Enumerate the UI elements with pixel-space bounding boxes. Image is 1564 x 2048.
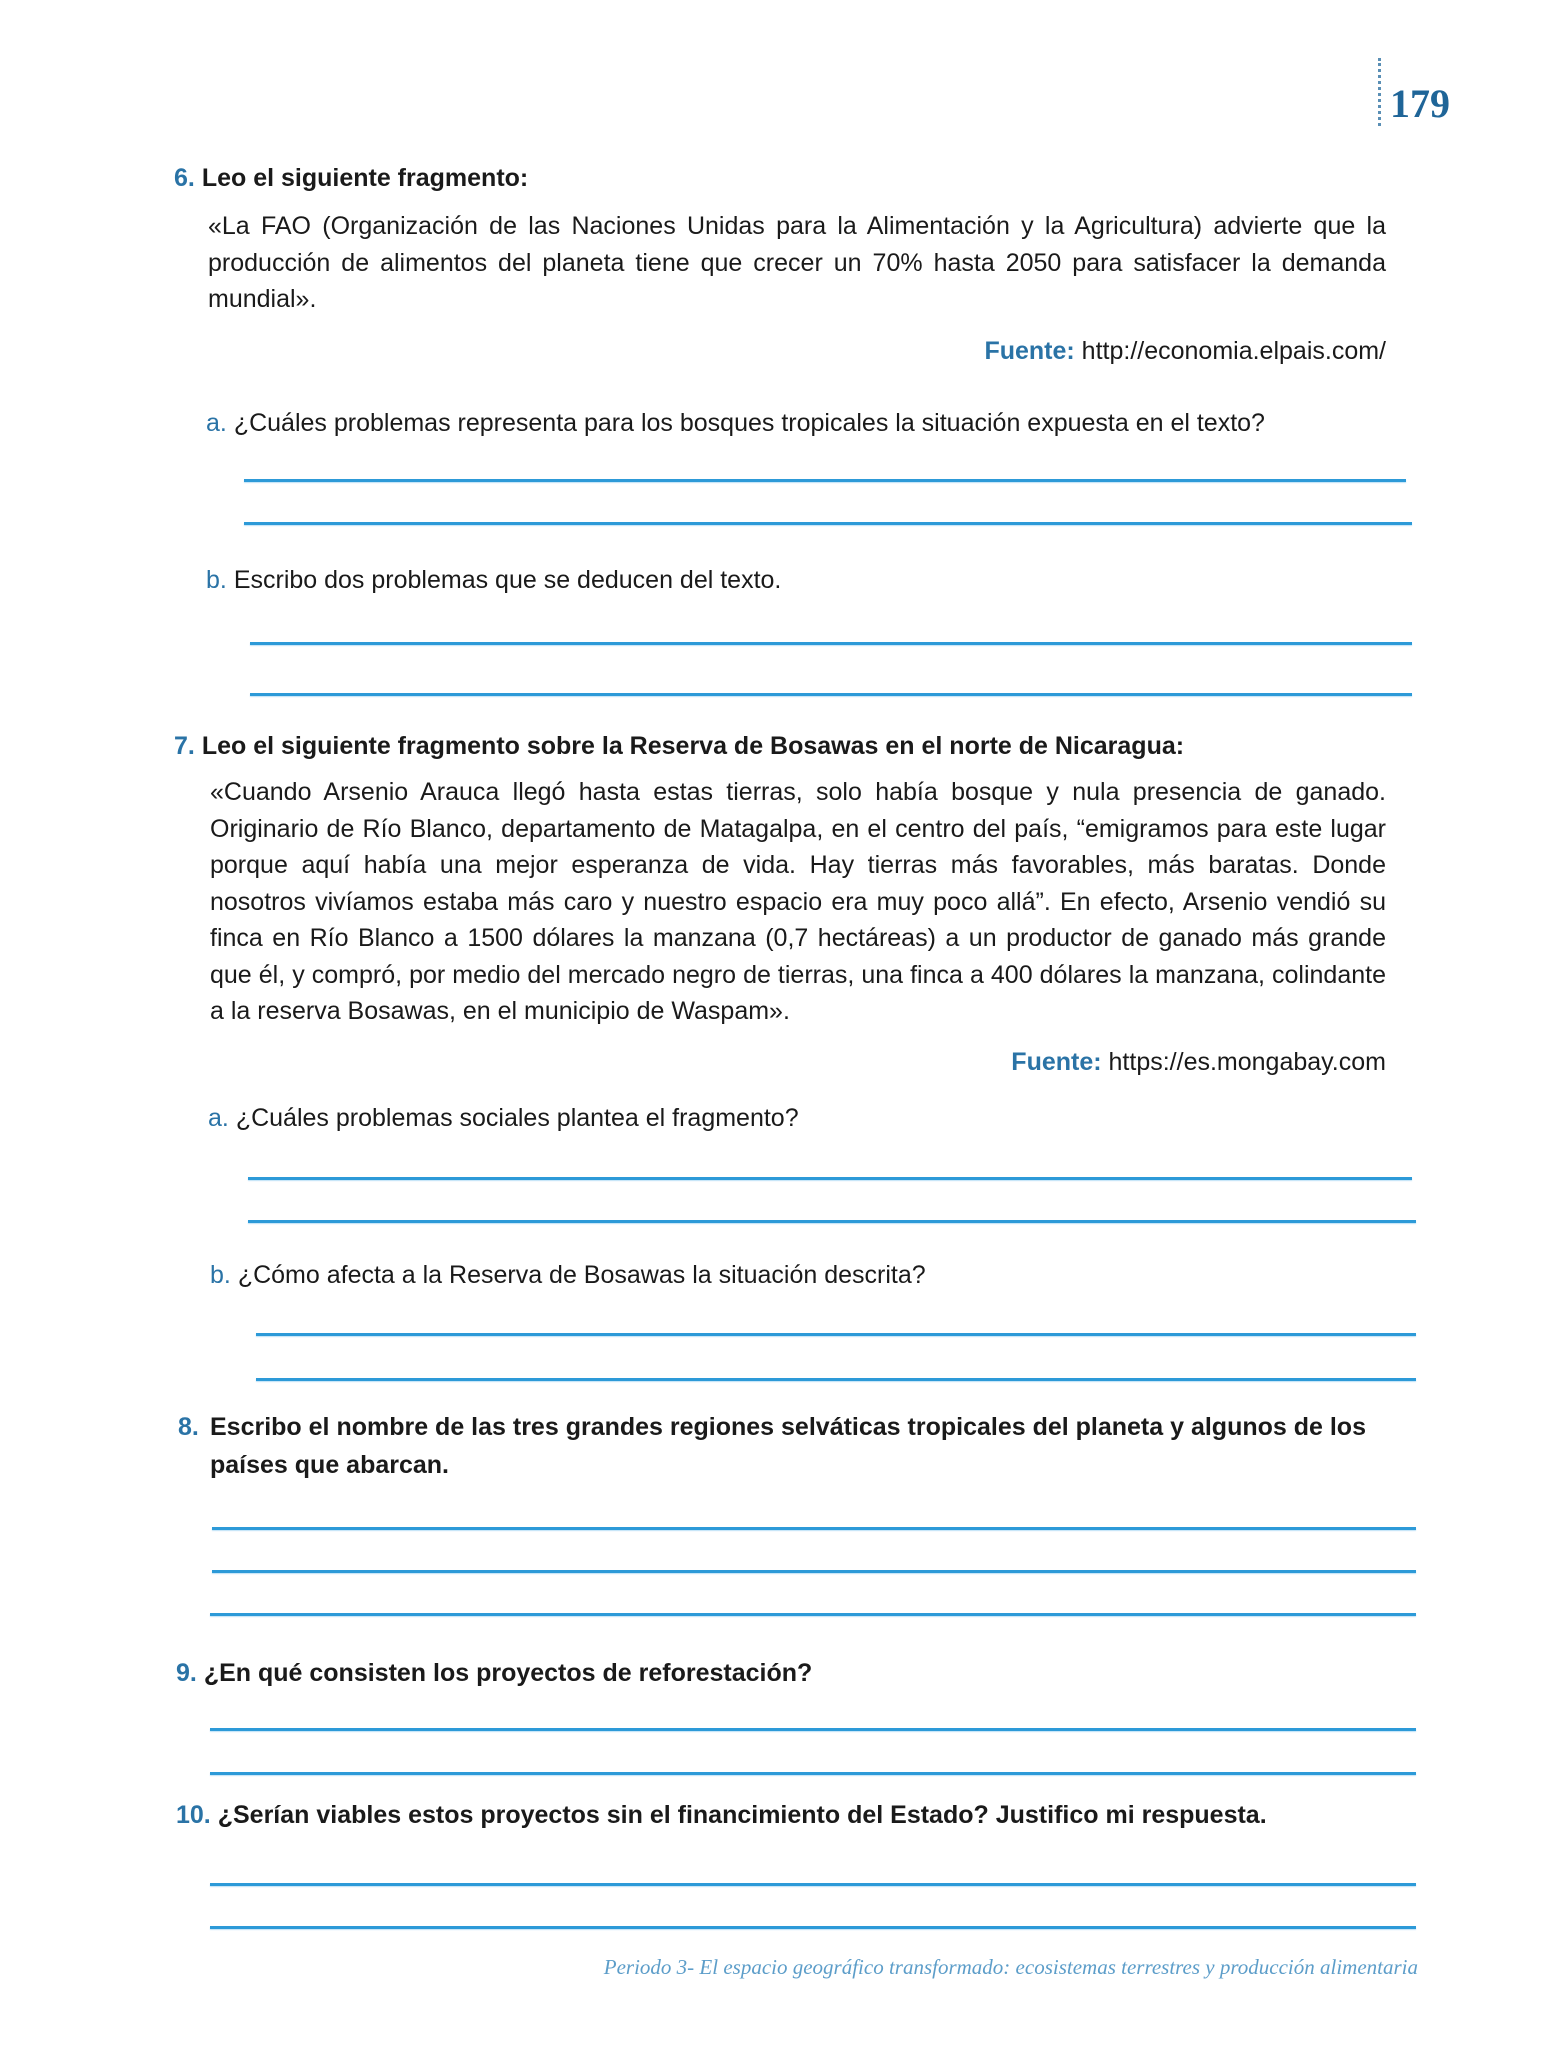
subquestion-text: ¿Cuáles problemas sociales plantea el fragmento? xyxy=(235,1104,799,1132)
answer-line[interactable] xyxy=(250,642,1412,645)
source-label: Fuente: xyxy=(984,337,1075,365)
subquestion-text: ¿Cómo afecta a la Reserva de Bosawas la situación descrita? xyxy=(237,1261,926,1289)
question-text: ¿En qué consisten los proyectos de reforestación? xyxy=(203,1659,813,1687)
source-url: https://es.mongabay.com xyxy=(1108,1048,1386,1076)
subquestion-text: Escribo dos problemas que se deducen del texto. xyxy=(233,566,782,594)
answer-line[interactable] xyxy=(210,1772,1416,1775)
question-6-source xyxy=(700,333,1386,369)
question-10-title xyxy=(176,1797,1267,1833)
page-number: 179 xyxy=(1390,81,1450,126)
answer-line[interactable] xyxy=(210,1613,1416,1616)
subquestion-text: ¿Cuáles problemas representa para los bosques tropicales la situación expuesta en el texto? xyxy=(233,409,1265,437)
subquestion-letter: b. xyxy=(210,1261,231,1289)
question-text: ¿Serían viables estos proyectos sin el financimiento del Estado? Justifico mi respuesta. xyxy=(217,1801,1267,1829)
answer-line[interactable] xyxy=(210,1728,1416,1731)
answer-line[interactable] xyxy=(210,1883,1416,1886)
question-6b xyxy=(206,562,781,598)
answer-line[interactable] xyxy=(244,479,1406,482)
question-number: 7. xyxy=(174,732,195,760)
question-text: Escribo el nombre de las tres grandes regiones selváticas tropicales del planeta y algunos de los países que abarcan. xyxy=(210,1413,1366,1479)
question-7-source xyxy=(700,1044,1386,1080)
subquestion-letter: a. xyxy=(208,1104,229,1132)
question-8-title xyxy=(178,1408,1428,1484)
question-6-quote: «La FAO (Organización de las Naciones Unidas para la Alimentación y la Agricultura) advierte que la producción de alimentos del planeta tiene que crecer un 70% hasta 2050 para satisfacer la demanda mundial». xyxy=(208,212,1386,313)
answer-line[interactable] xyxy=(248,1220,1416,1223)
page-number-divider xyxy=(1378,58,1381,126)
subquestion-letter: b. xyxy=(206,566,227,594)
question-number: 9. xyxy=(176,1659,197,1687)
question-number: 6. xyxy=(174,164,195,192)
answer-line[interactable] xyxy=(256,1333,1416,1336)
question-7-title xyxy=(174,728,1184,764)
source-url: http://economia.elpais.com/ xyxy=(1081,337,1386,365)
page-footer: Periodo 3- El espacio geográfico transformado: ecosistemas terrestres y producción alimentaria xyxy=(603,1955,1418,1979)
answer-line[interactable] xyxy=(212,1527,1416,1530)
question-text: Leo el siguiente fragmento: xyxy=(201,164,529,192)
answer-line[interactable] xyxy=(212,1570,1416,1573)
question-6-title xyxy=(174,160,528,196)
answer-line[interactable] xyxy=(244,522,1412,525)
answer-line[interactable] xyxy=(250,693,1412,696)
question-7b xyxy=(210,1257,926,1293)
question-7a xyxy=(208,1100,799,1136)
source-label: Fuente: xyxy=(1011,1048,1102,1076)
question-number: 8. xyxy=(178,1413,199,1441)
question-9-title xyxy=(176,1655,812,1691)
question-6a xyxy=(206,405,1265,441)
question-text: Leo el siguiente fragmento sobre la Reserva de Bosawas en el norte de Nicaragua: xyxy=(201,732,1185,760)
question-number: 10. xyxy=(176,1801,211,1829)
question-7-quote: «Cuando Arsenio Arauca llegó hasta estas tierras, solo había bosque y nula presencia de ganado. Originario de Río Blanco, departamento de Matagalpa, en el centro del país, “emigramos para este lugar porque aquí había una mejor esperanza de vida. Hay tierras más favorables, más baratas. Donde nosotros vivíamos estaba más caro y nuestro espacio era muy poco allá”. En efecto, Arsenio vendió su finca en Río Blanco a 1500 dólares la manzana (0,7 hectáreas) a un productor de ganado más grande que él, y compró, por medio del mercado negro de tierras, una finca a 400 dólares la manzana, colindante a la reserva Bosawas, en el municipio de Waspam». xyxy=(210,778,1386,1025)
answer-line[interactable] xyxy=(210,1926,1416,1929)
answer-line[interactable] xyxy=(256,1378,1416,1381)
subquestion-letter: a. xyxy=(206,409,227,437)
answer-line[interactable] xyxy=(248,1177,1412,1180)
